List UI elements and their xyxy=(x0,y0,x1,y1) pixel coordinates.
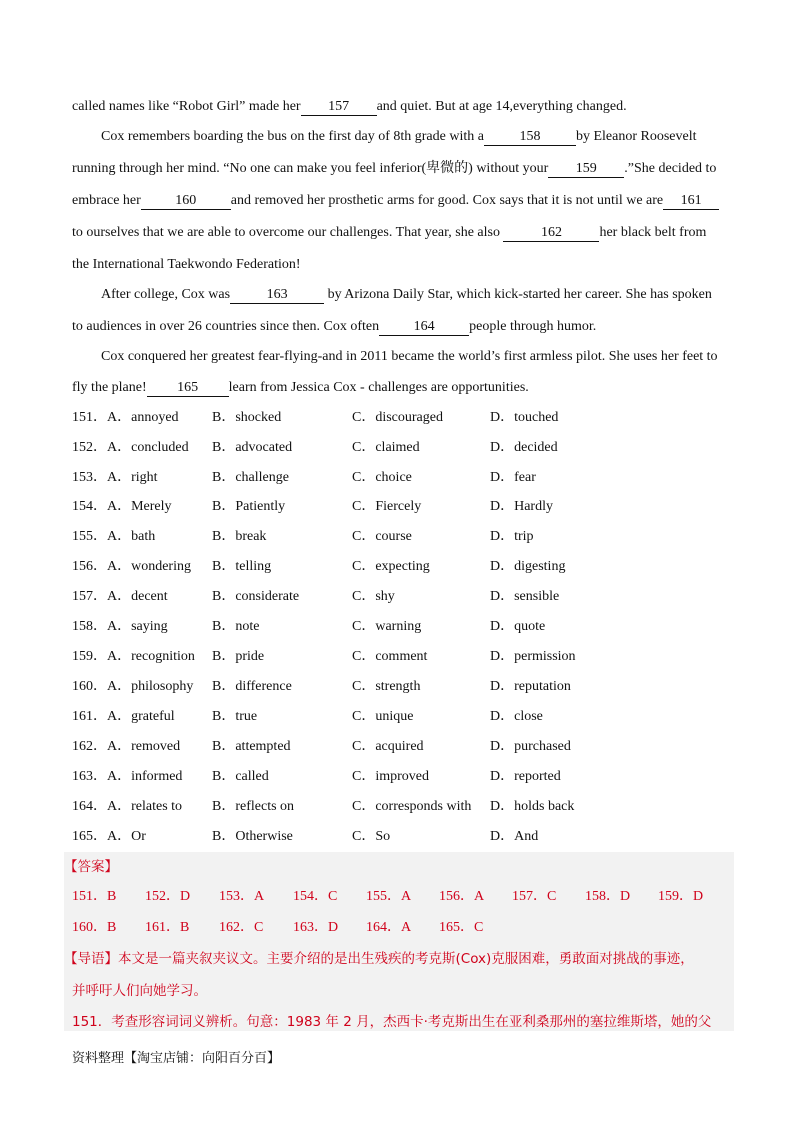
option-c: C．corresponds with xyxy=(352,799,472,814)
option-a: 151．A．annoyed xyxy=(72,410,179,425)
text: Cox remembers boarding the bus on the first day of 8th grade with a xyxy=(101,129,484,144)
option-c: C．claimed xyxy=(352,440,420,455)
option-d: D．permission xyxy=(490,649,576,664)
answer-item: 158．D xyxy=(585,889,631,904)
option-d: D．decided xyxy=(490,440,558,455)
answer-item: 157．C xyxy=(512,889,557,904)
option-a: 154．A．Merely xyxy=(72,499,172,514)
explanation-151 xyxy=(72,1012,732,1032)
option-b: B．advocated xyxy=(212,440,293,455)
option-c: C．discouraged xyxy=(352,410,443,425)
option-a: 164．A．relates to xyxy=(72,799,183,814)
option-d: D．digesting xyxy=(490,559,566,574)
blank-162: 162 xyxy=(503,225,599,242)
answer-item: 160．B xyxy=(72,920,117,935)
option-d: D．sensible xyxy=(490,589,560,604)
option-c: C．improved xyxy=(352,769,429,784)
option-d: D．reputation xyxy=(490,679,571,694)
option-a: 159．A．recognition xyxy=(72,649,195,664)
footer-source: 资料整理【淘宝店铺：向阳百分百】 xyxy=(72,1051,281,1066)
option-b: B．shocked xyxy=(212,410,282,425)
option-d: D．trip xyxy=(490,529,534,544)
option-row xyxy=(72,468,728,488)
passage-line xyxy=(72,191,728,211)
option-c: C．comment xyxy=(352,649,428,664)
option-d: D．close xyxy=(490,709,543,724)
option-row xyxy=(72,408,728,428)
answer-item: 156．A xyxy=(439,889,485,904)
option-b: B．note xyxy=(212,619,260,634)
option-a: 157．A．decent xyxy=(72,589,168,604)
option-c: C．acquired xyxy=(352,739,424,754)
text: the International Taekwondo Federation! xyxy=(72,257,301,272)
option-d: D．touched xyxy=(490,410,559,425)
option-d: D．holds back xyxy=(490,799,575,814)
answer-row-2 xyxy=(72,918,728,938)
blank-158: 158 xyxy=(484,129,576,146)
text: to ourselves that we are able to overcome our challenges. That year, she also xyxy=(72,225,500,240)
passage-line xyxy=(101,127,728,147)
option-a: 155．A．bath xyxy=(72,529,156,544)
option-row xyxy=(72,617,728,637)
option-row xyxy=(72,497,728,517)
option-b: B．Otherwise xyxy=(212,829,293,844)
option-c: C．warning xyxy=(352,619,422,634)
text: After college, Cox was xyxy=(101,287,231,302)
option-a: 158．A．saying xyxy=(72,619,168,634)
blank-161: 161 xyxy=(663,193,719,210)
option-a: 152．A．concluded xyxy=(72,440,189,455)
text: people through humor. xyxy=(469,319,597,334)
option-row xyxy=(72,797,728,817)
option-b: B．Patiently xyxy=(212,499,286,514)
text: fly the plane! xyxy=(72,380,147,395)
option-row xyxy=(72,767,728,787)
explanation-text: 151．考查形容词词义辨析。句意：1983 年 2 月，杰西卡·考克斯出生在亚利桑那州的塞拉维斯塔，她的父 xyxy=(72,1014,712,1030)
text: and quiet. But at age 14,everything changed. xyxy=(376,99,627,114)
answer-item: 154．C xyxy=(293,889,338,904)
option-b: B．pride xyxy=(212,649,265,664)
guide-text: 【导语】本文是一篇夹叙夹议文。主要介绍的是出生残疾的考克斯(Cox)克服困难，勇敢面对挑战的事迹， xyxy=(64,951,694,967)
option-b: B．reflects on xyxy=(212,799,295,814)
answer-heading-text: 【答案】 xyxy=(64,859,118,875)
text: running through her mind. “No one can make you feel inferior(卑微的) without your xyxy=(72,161,549,176)
blank-157: 157 xyxy=(301,99,377,116)
option-c: C．course xyxy=(352,529,412,544)
option-row xyxy=(72,827,728,847)
text: Cox conquered her greatest fear-flying-and in 2011 became the world’s first armless pilot. She uses her feet to xyxy=(101,349,718,364)
option-c: C．unique xyxy=(352,709,414,724)
option-a: 156．A．wondering xyxy=(72,559,191,574)
guide-line-2 xyxy=(64,981,730,1001)
option-b: B．attempted xyxy=(212,739,291,754)
option-row xyxy=(72,737,728,757)
text: and removed her prosthetic arms for good. Cox says that it is not until we are xyxy=(230,193,664,208)
text: by Eleanor Roosevelt xyxy=(575,129,697,144)
option-a: 161．A．grateful xyxy=(72,709,175,724)
option-b: B．challenge xyxy=(212,470,289,485)
text: called names like “Robot Girl” made her xyxy=(72,99,301,114)
option-row xyxy=(72,527,728,547)
option-d: D．Hardly xyxy=(490,499,553,514)
answer-item: 163．D xyxy=(293,920,339,935)
option-row xyxy=(72,587,728,607)
answer-item: 153．A xyxy=(219,889,265,904)
option-a: 165．A．Or xyxy=(72,829,146,844)
answer-panel xyxy=(64,852,734,1031)
passage-line xyxy=(72,255,728,275)
option-d: D．fear xyxy=(490,470,536,485)
passage-line xyxy=(72,223,728,243)
option-row xyxy=(72,438,728,458)
guide-text: 并呼吁人们向她学习。 xyxy=(72,983,207,999)
option-row xyxy=(72,677,728,697)
text: her black belt from xyxy=(599,225,707,240)
blank-160: 160 xyxy=(141,193,231,210)
option-row xyxy=(72,557,728,577)
passage-line xyxy=(101,285,728,305)
guide-line-1 xyxy=(64,949,730,969)
blank-163: 163 xyxy=(230,287,324,304)
text: to audiences in over 26 countries since then. Cox often xyxy=(72,319,380,334)
option-b: B．break xyxy=(212,529,267,544)
option-c: C．shy xyxy=(352,589,395,604)
option-b: B．true xyxy=(212,709,258,724)
text: learn from Jessica Cox - challenges are opportunities. xyxy=(228,380,529,395)
blank-164: 164 xyxy=(379,319,469,336)
answer-item: 155．A xyxy=(366,889,412,904)
passage-line xyxy=(72,159,728,179)
option-d: D．reported xyxy=(490,769,561,784)
text: by Arizona Daily Star, which kick-started her career. She has spoken xyxy=(327,287,712,302)
option-c: C．Fiercely xyxy=(352,499,422,514)
text: .”She decided to xyxy=(624,161,717,176)
option-d: D．And xyxy=(490,829,539,844)
option-d: D．quote xyxy=(490,619,546,634)
answer-item: 161．B xyxy=(145,920,190,935)
option-b: B．telling xyxy=(212,559,272,574)
option-c: C．So xyxy=(352,829,391,844)
answer-item: 159．D xyxy=(658,889,704,904)
option-c: C．choice xyxy=(352,470,412,485)
text: embrace her xyxy=(72,193,141,208)
blank-165: 165 xyxy=(147,380,229,397)
option-b: B．considerate xyxy=(212,589,300,604)
answer-item: 151．B xyxy=(72,889,117,904)
passage-line xyxy=(72,317,728,337)
option-a: 162．A．removed xyxy=(72,739,181,754)
answer-item: 165．C xyxy=(439,920,484,935)
option-a: 163．A．informed xyxy=(72,769,183,784)
option-a: 160．A．philosophy xyxy=(72,679,194,694)
option-c: C．strength xyxy=(352,679,421,694)
passage-line xyxy=(72,378,728,398)
option-d: D．purchased xyxy=(490,739,571,754)
option-row xyxy=(72,647,728,667)
answer-item: 162．C xyxy=(219,920,264,935)
answer-item: 152．D xyxy=(145,889,191,904)
answer-row-1 xyxy=(72,887,728,907)
passage-line xyxy=(101,347,728,367)
option-b: B．called xyxy=(212,769,269,784)
option-b: B．difference xyxy=(212,679,292,694)
blank-159: 159 xyxy=(548,161,624,178)
option-a: 153．A．right xyxy=(72,470,158,485)
answer-item: 164．A xyxy=(366,920,412,935)
option-row xyxy=(72,707,728,727)
passage-line xyxy=(72,97,728,117)
option-c: C．expecting xyxy=(352,559,430,574)
